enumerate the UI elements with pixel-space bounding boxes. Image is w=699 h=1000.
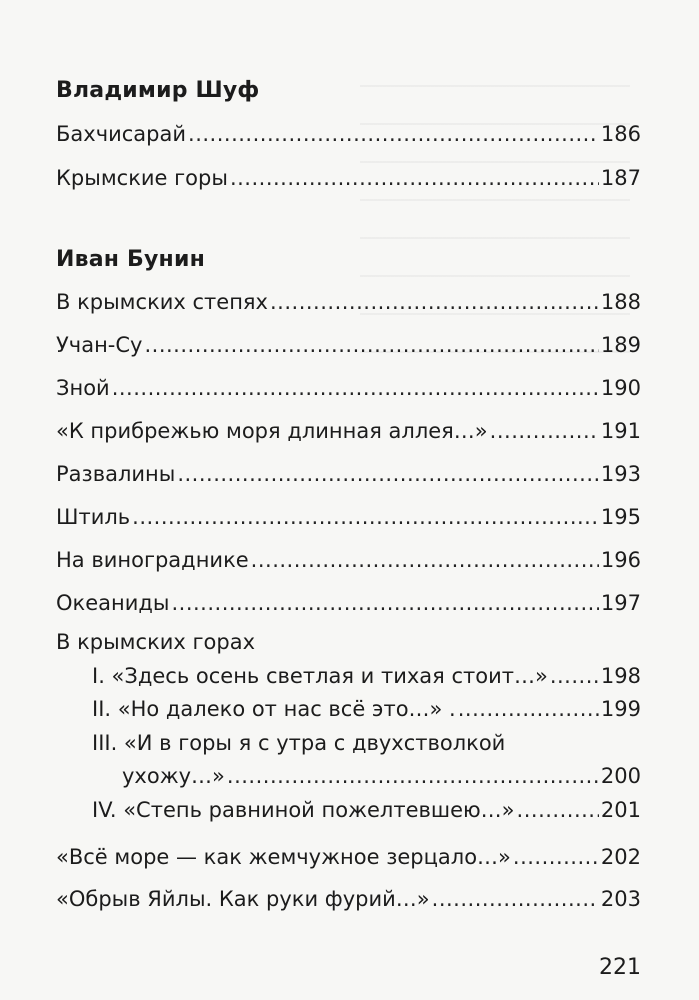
toc-entry xyxy=(56,462,641,486)
page-number: 221 xyxy=(599,955,641,980)
author-heading: Иван Бунин xyxy=(56,247,205,272)
entry-page: 191 xyxy=(600,419,641,443)
dot-leader xyxy=(251,548,599,572)
entry-title: «Обрыв Яйлы. Как руки фурий…» xyxy=(56,887,430,911)
dot-leader xyxy=(513,845,599,869)
entry-page: 199 xyxy=(600,697,641,721)
toc-subentry xyxy=(92,664,641,688)
entry-page: 202 xyxy=(600,845,641,869)
dot-leader xyxy=(171,591,598,615)
toc-entry xyxy=(56,591,641,615)
entry-title: Зной xyxy=(56,376,110,400)
entry-page: 203 xyxy=(600,887,641,911)
dot-leader xyxy=(432,887,599,911)
entry-title: «К прибрежью моря длинная аллея…» xyxy=(56,419,488,443)
toc-entry xyxy=(56,333,641,357)
entry-title: Учан-Су xyxy=(56,333,143,357)
entry-title: «Всё море — как жемчужное зерцало…» xyxy=(56,845,511,869)
entry-page: 201 xyxy=(600,798,641,822)
toc-subentry xyxy=(122,764,641,788)
entry-page: 195 xyxy=(600,505,641,529)
toc-entry xyxy=(56,290,641,314)
dot-leader xyxy=(144,333,598,357)
entry-page: 189 xyxy=(600,333,641,357)
author-heading: Владимир Шуф xyxy=(56,78,260,103)
toc-entry xyxy=(56,845,641,869)
entry-title: Океаниды xyxy=(56,591,170,615)
entry-page: 188 xyxy=(600,290,641,314)
dot-leader xyxy=(270,290,599,314)
toc-entry xyxy=(56,376,641,400)
entry-title: Штиль xyxy=(56,505,131,529)
toc-entry xyxy=(56,419,641,443)
entry-page: 196 xyxy=(600,548,641,572)
entry-title: Развалины xyxy=(56,462,176,486)
entry-page: 186 xyxy=(600,122,641,146)
toc-subentry xyxy=(92,697,641,721)
entry-title: Бахчисарай xyxy=(56,122,187,146)
entry-page: 198 xyxy=(600,664,641,688)
dot-leader xyxy=(458,697,599,721)
dot-leader xyxy=(177,462,599,486)
entry-page: 197 xyxy=(600,591,641,615)
toc-entry xyxy=(56,166,641,190)
dot-leader xyxy=(227,764,599,788)
dot-leader xyxy=(132,505,599,529)
dot-leader xyxy=(112,376,599,400)
toc-entry xyxy=(56,505,641,529)
dot-leader xyxy=(517,798,599,822)
entry-title: I. «Здесь осень светлая и тихая стоит…» xyxy=(92,664,548,688)
entry-title: II. «Но далеко от нас всё это…» . xyxy=(92,697,456,721)
entry-title: В крымских степях xyxy=(56,290,268,314)
dot-leader xyxy=(230,166,599,190)
entry-title: Крымские горы xyxy=(56,166,228,190)
toc-subentry xyxy=(92,798,641,822)
entry-title-line2: ухожу…» xyxy=(122,764,225,788)
dot-leader xyxy=(550,664,599,688)
entry-page: 190 xyxy=(600,376,641,400)
dot-leader xyxy=(188,122,599,146)
entry-page: 187 xyxy=(600,166,641,190)
toc-entry xyxy=(56,122,641,146)
dot-leader xyxy=(490,419,599,443)
entry-title: На винограднике xyxy=(56,548,249,572)
entry-title-line1: III. «И в горы я с утра с двухстволкой xyxy=(92,731,506,755)
toc-entry xyxy=(56,548,641,572)
toc-entry xyxy=(56,887,641,911)
entry-page: 200 xyxy=(600,764,641,788)
cycle-title: В крымских горах xyxy=(56,630,256,654)
entry-title: IV. «Степь равниной пожелтевшею…» xyxy=(92,798,515,822)
entry-page: 193 xyxy=(600,462,641,486)
